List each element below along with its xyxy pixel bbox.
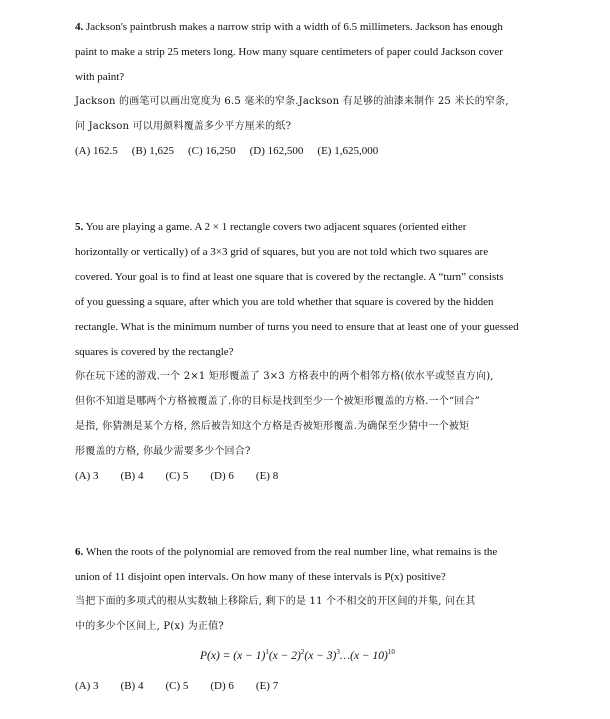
problem-5-line-3: covered. Your goal is to find at least one square that is covered by the rectangle. A “turn” consists xyxy=(75,271,504,283)
choice-e: (E) 8 xyxy=(255,470,279,482)
choice-b: (B) 4 xyxy=(120,680,144,692)
problem-5-line-2: horizontally or vertically) of a 3×3 grid of squares, but you are not told which two squares are xyxy=(75,246,489,258)
formula-term-2: (x − 2) xyxy=(268,650,301,662)
choice-d: (D) 162,500 xyxy=(249,145,304,157)
problem-5-line-5: rectangle. What is the minimum number of turns you need to ensure that at least one of your guessed xyxy=(75,321,519,333)
choice-e: (E) 1,625,000 xyxy=(317,145,379,157)
problem-4-line-3: with paint? xyxy=(75,71,125,83)
problem-6-line-1 xyxy=(75,545,545,559)
problem-4-choices xyxy=(75,145,392,157)
problem-6-zh-line-2: 中的多少个区间上, P(x) 为正值? xyxy=(75,621,224,632)
problem-6-zh-line-1: 当把下面的多项式的根从实数轴上移除后, 剩下的是 11 个不相交的开区间的并集, 问在其 xyxy=(75,596,476,607)
choice-c: (C) 5 xyxy=(165,680,189,692)
problem-5-zh-line-1: 你在玩下述的游戏.一个 2×1 矩形覆盖了 3×3 方格表中的两个相邻方格(依水平或竖直方向), xyxy=(75,371,494,382)
formula-exp-4: 10 xyxy=(387,648,395,656)
problem-5-line-1 xyxy=(75,220,545,234)
problem-4-zh-line-1: Jackson 的画笔可以画出宽度为 6.5 毫米的窄条.Jackson 有足够的油漆来制作 25 米长的窄条, xyxy=(75,96,509,107)
problem-4-line-1 xyxy=(75,20,545,34)
problem-6-text: When the roots of the polynomial are removed from the real number line, what remains is the xyxy=(85,546,498,558)
problem-4-line-2: paint to make a strip 25 meters long. How many square centimeters of paper could Jackson cover xyxy=(75,46,503,58)
problem-5-choices xyxy=(75,470,292,482)
problem-5-line-4: of you guessing a square, after which you are told whether that square is covered by the hidden xyxy=(75,296,494,308)
formula-term-3: (x − 3) xyxy=(304,650,337,662)
choice-d: (D) 6 xyxy=(210,470,234,482)
problem-5-zh-line-4: 形覆盖的方格, 你最少需要多少个回合? xyxy=(75,446,251,457)
choice-c: (C) 16,250 xyxy=(187,145,236,157)
formula-exp-3: 3 xyxy=(336,648,340,656)
formula-exp-1: 1 xyxy=(265,648,269,656)
choice-a: (A) 3 xyxy=(75,470,99,482)
choice-e: (E) 7 xyxy=(255,680,279,692)
problem-4-text: Jackson's paintbrush makes a narrow strip with a width of 6.5 millimeters. Jackson has enough xyxy=(86,21,503,33)
problem-5-text: You are playing a game. A 2 × 1 rectangle covers two adjacent squares (oriented either xyxy=(85,221,467,233)
choice-b: (B) 4 xyxy=(120,470,144,482)
problem-4-number: 4. xyxy=(75,21,84,33)
problem-6-number: 6. xyxy=(75,546,84,558)
formula-term-4: …(x − 10) xyxy=(339,650,388,662)
problem-5-line-6: squares is covered by the rectangle? xyxy=(75,346,234,358)
problem-5-zh-line-3: 是指, 你猜测是某个方格, 然后被告知这个方格是否被矩形覆盖.为确保至少猜中一个被矩 xyxy=(75,421,470,432)
formula-exp-2: 2 xyxy=(300,648,305,656)
polynomial-formula xyxy=(200,648,395,662)
formula-term-1: P(x) = (x − 1) xyxy=(200,650,266,662)
choice-c: (C) 5 xyxy=(165,470,189,482)
problem-4-zh-line-2: 问 Jackson 可以用颜料覆盖多少平方厘米的纸? xyxy=(75,121,292,132)
choice-a: (A) 162.5 xyxy=(75,145,118,157)
choice-d: (D) 6 xyxy=(210,680,234,692)
choice-a: (A) 3 xyxy=(75,680,99,692)
problem-6-choices xyxy=(75,680,292,692)
problem-5-number: 5. xyxy=(75,221,84,233)
problem-6-line-2: union of 11 disjoint open intervals. On how many of these intervals is P(x) positive? xyxy=(75,571,446,583)
problem-5-zh-line-2: 但你不知道是哪两个方格被覆盖了.你的目标是找到至少一个被矩形覆盖的方格.一个“回合” xyxy=(75,396,480,407)
choice-b: (B) 1,625 xyxy=(131,145,174,157)
